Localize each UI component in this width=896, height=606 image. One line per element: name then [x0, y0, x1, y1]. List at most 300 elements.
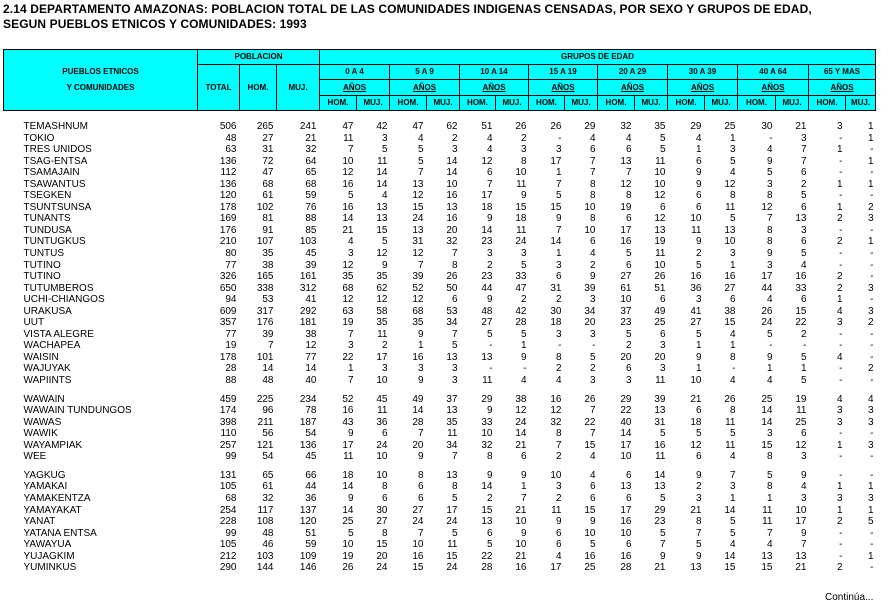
table-cell: 4 — [800, 259, 807, 271]
table-cell: 14 — [305, 363, 317, 375]
table-cell: 2 — [695, 248, 702, 260]
table-cell: 21 — [690, 504, 702, 516]
table-cell: - — [592, 340, 596, 352]
table-cell: 10 — [620, 294, 632, 306]
table-cell: 4 — [417, 132, 424, 144]
table-cell: 15 — [724, 317, 736, 329]
table-cell: 12 — [342, 294, 354, 306]
community-name: WEE — [23, 451, 47, 463]
table-cell: 45 — [376, 393, 388, 405]
table-cell: - — [769, 132, 773, 144]
table-cell: 5 — [766, 167, 773, 179]
table-cell: 37 — [620, 305, 632, 317]
table-cell: 2 — [695, 481, 702, 493]
table-cell: 459 — [219, 393, 237, 405]
table-cell: 131 — [219, 469, 237, 481]
table-cell: 6 — [555, 539, 562, 551]
table-cell: 35 — [412, 317, 424, 329]
table-cell: 5 — [486, 328, 493, 340]
table-cell: 10 — [584, 201, 596, 213]
table-cell: - — [870, 469, 874, 481]
table-cell: 51 — [654, 282, 666, 294]
table-cell: 32 — [550, 416, 562, 428]
table-cell: 5 — [695, 428, 702, 440]
report-title — [3, 2, 812, 32]
table-cell: 65 — [305, 167, 317, 179]
table-cell: 13 — [412, 224, 424, 236]
table-cell: 19 — [225, 340, 237, 352]
header-age-2: 10 A 14 — [460, 65, 529, 80]
table-cell: 28 — [225, 363, 237, 375]
table-cell: 4 — [695, 132, 702, 144]
table-cell: 39 — [262, 328, 274, 340]
table-cell: 40 — [620, 416, 632, 428]
table-cell: 48 — [225, 132, 237, 144]
table-cell: - — [839, 259, 843, 271]
table-cell: 43 — [342, 416, 354, 428]
table-cell: 5 — [417, 144, 424, 156]
table-cell: 26 — [515, 121, 527, 132]
table-cell: 18 — [550, 317, 562, 329]
table-cell: - — [870, 271, 874, 283]
table-cell: 7 — [417, 428, 424, 440]
community-name: WAYAMPIAK — [23, 439, 83, 451]
table-cell: 5 — [417, 155, 424, 167]
table-cell: 1 — [836, 294, 843, 306]
table-cell: 1 — [867, 236, 874, 248]
table-cell: 8 — [381, 527, 388, 539]
table-cell: 117 — [257, 504, 274, 516]
table-cell: 2 — [381, 340, 388, 352]
table-cell: 3 — [836, 405, 843, 417]
table-cell: 1 — [836, 144, 843, 156]
table-cell: 8 — [729, 351, 736, 363]
table-cell: 16 — [342, 178, 354, 190]
table-cell: 3 — [867, 305, 874, 317]
table-cell: 2 — [836, 213, 843, 225]
table-cell: 1 — [836, 439, 843, 451]
table-cell: 68 — [305, 178, 317, 190]
table-cell: - — [489, 340, 493, 352]
header-age-1-hom: HOM. — [390, 96, 427, 111]
community-name: TUNDUSA — [23, 224, 72, 236]
table-cell: 47 — [342, 121, 354, 132]
table-row — [4, 179, 876, 191]
community-name: YATANA ENTSA — [23, 527, 97, 539]
table-cell: - — [870, 167, 874, 179]
table-row — [4, 394, 876, 406]
community-name: WACHAPEA — [23, 340, 81, 352]
table-cell: 7 — [417, 259, 424, 271]
table-cell: 8 — [555, 428, 562, 440]
table-cell: 6 — [589, 144, 596, 156]
table-cell: - — [558, 340, 562, 352]
table-cell: 5 — [695, 328, 702, 340]
table-cell: 4 — [867, 393, 874, 405]
table-cell: 77 — [305, 351, 317, 363]
table-cell: 27 — [690, 317, 702, 329]
table-cell: 178 — [219, 351, 237, 363]
table-cell: 4 — [625, 132, 632, 144]
table-cell: 9 — [417, 451, 424, 463]
table-cell: 63 — [342, 305, 354, 317]
table-row — [4, 493, 876, 505]
table-cell: 5 — [659, 492, 666, 504]
table-cell: 16 — [584, 550, 596, 562]
table-cell: 1 — [836, 201, 843, 213]
table-cell: 47 — [412, 121, 424, 132]
table-cell: 72 — [262, 155, 274, 167]
table-cell: 9 — [695, 469, 702, 481]
table-cell: 7 — [555, 224, 562, 236]
community-name: TUTINO — [23, 259, 61, 271]
table-cell: 6 — [589, 492, 596, 504]
table-cell: 10 — [690, 213, 702, 225]
table-cell: 40 — [305, 375, 317, 387]
table-cell: 3 — [800, 492, 807, 504]
table-row — [4, 505, 876, 517]
table-cell: 16 — [654, 439, 666, 451]
header-age-7-hom: HOM. — [809, 96, 846, 111]
table-cell: 13 — [620, 155, 632, 167]
table-cell: 1 — [729, 340, 736, 352]
table-cell: 181 — [299, 317, 317, 329]
table-cell: 20 — [620, 351, 632, 363]
table-cell: 27 — [724, 282, 736, 294]
table-cell: 14 — [761, 405, 773, 417]
table-cell: - — [870, 144, 874, 156]
table-cell: 17 — [795, 516, 807, 528]
table-cell: 68 — [342, 282, 354, 294]
table-row — [4, 481, 876, 493]
table-cell: 31 — [550, 282, 562, 294]
community-name: WAWIK — [23, 428, 58, 440]
table-cell: 1 — [836, 504, 843, 516]
table-cell: 136 — [299, 439, 317, 451]
table-cell: 5 — [589, 539, 596, 551]
table-cell: 3 — [589, 328, 596, 340]
table-cell: 108 — [256, 516, 274, 528]
table-cell: 3 — [836, 317, 843, 329]
table-cell: 21 — [305, 132, 317, 144]
table-cell: 8 — [625, 190, 632, 202]
table-row — [4, 225, 876, 237]
table-cell: 13 — [446, 469, 458, 481]
table-cell: 7 — [451, 328, 458, 340]
table-cell: 94 — [225, 294, 237, 306]
table-cell: 5 — [659, 144, 666, 156]
table-cell: 29 — [584, 121, 596, 132]
table-cell: 8 — [766, 190, 773, 202]
table-cell: 6 — [625, 144, 632, 156]
table-cell: 6 — [486, 527, 493, 539]
header-age-4-muj: MUJ. — [635, 96, 668, 111]
table-cell: 136 — [219, 178, 237, 190]
table-cell: 506 — [219, 121, 237, 132]
table-cell: 6 — [625, 259, 632, 271]
table-cell: 1 — [800, 363, 807, 375]
table-cell: 28 — [481, 562, 493, 574]
table-cell: 212 — [219, 550, 237, 562]
table-cell: 169 — [219, 213, 237, 225]
table-cell: 9 — [695, 236, 702, 248]
table-cell: 19 — [342, 550, 354, 562]
table-cell: 4 — [555, 375, 562, 387]
header-age-0: 0 A 4 — [320, 65, 390, 80]
table-cell: 2 — [836, 271, 843, 283]
table-cell: 7 — [417, 527, 424, 539]
table-cell: 8 — [766, 481, 773, 493]
continua-label: Continúa... — [825, 592, 874, 603]
table-cell: 21 — [515, 504, 527, 516]
table-cell: 8 — [695, 516, 702, 528]
table-cell: 5 — [451, 527, 458, 539]
table-cell: 59 — [305, 190, 317, 202]
table-cell: 12 — [761, 201, 773, 213]
table-cell: 42 — [376, 121, 388, 132]
table-cell: 3 — [555, 328, 562, 340]
table-cell: 11 — [516, 178, 527, 190]
table-cell: 35 — [446, 416, 458, 428]
table-cell: 4 — [766, 539, 773, 551]
table-cell: 16 — [550, 393, 562, 405]
header-age-3: 15 A 19 — [529, 65, 598, 80]
table-cell: 6 — [659, 328, 666, 340]
table-cell: 9 — [520, 190, 527, 202]
table-cell: 7 — [347, 328, 354, 340]
table-cell: 1 — [555, 167, 562, 179]
table-cell: 6 — [800, 236, 807, 248]
table-cell: - — [523, 363, 527, 375]
table-cell: 30 — [550, 305, 562, 317]
table-cell: 35 — [654, 121, 666, 132]
table-cell: - — [870, 294, 874, 306]
table-cell: 33 — [481, 416, 493, 428]
table-cell: 4 — [486, 144, 493, 156]
table-cell: 85 — [305, 224, 317, 236]
table-cell: 16 — [446, 213, 458, 225]
table-cell: 17 — [446, 504, 458, 516]
table-cell: 37 — [446, 393, 458, 405]
table-cell: 12 — [550, 405, 562, 417]
table-cell: 103 — [299, 236, 317, 248]
table-cell: 3 — [555, 481, 562, 493]
table-cell: 22 — [342, 351, 354, 363]
table-cell: 12 — [342, 259, 354, 271]
table-cell: 16 — [620, 550, 632, 562]
table-cell: 3 — [766, 428, 773, 440]
table-cell: 65 — [262, 469, 274, 481]
table-cell: 228 — [219, 516, 237, 528]
table-cell: 6 — [625, 213, 632, 225]
table-cell: 9 — [520, 527, 527, 539]
table-cell: 20 — [412, 439, 424, 451]
table-cell: 27 — [412, 504, 424, 516]
table-cell: 101 — [256, 351, 274, 363]
table-cell: 46 — [262, 539, 274, 551]
header-age-5: 30 A 39 — [668, 65, 738, 80]
table-cell: 7 — [267, 340, 274, 352]
table-cell: 5 — [520, 259, 527, 271]
table-cell: 112 — [220, 167, 237, 179]
table-cell: 15 — [584, 504, 596, 516]
table-cell: 7 — [589, 167, 596, 179]
table-cell: 10 — [515, 516, 527, 528]
table-cell: 3 — [836, 492, 843, 504]
table-cell: 3 — [766, 259, 773, 271]
table-cell: 12 — [690, 439, 702, 451]
table-cell: 8 — [381, 481, 388, 493]
table-cell: 234 — [299, 393, 317, 405]
table-cell: 12 — [724, 178, 736, 190]
table-cell: 14 — [446, 167, 458, 179]
table-cell: 10 — [376, 375, 388, 387]
table-cell: 4 — [729, 539, 736, 551]
table-cell: 3 — [867, 492, 874, 504]
table-cell: 16 — [795, 271, 807, 283]
table-cell: 14 — [376, 167, 388, 179]
table-cell: - — [839, 224, 843, 236]
community-name: WAWAS — [23, 416, 62, 428]
table-cell: 24 — [761, 317, 773, 329]
table-cell: 15 — [795, 305, 807, 317]
table-cell: 16 — [342, 405, 354, 417]
table-row — [4, 375, 876, 387]
table-cell: 26 — [342, 562, 354, 574]
table-cell: 3 — [729, 144, 736, 156]
table-cell: 3 — [589, 375, 596, 387]
table-cell: 13 — [412, 178, 424, 190]
table-cell: 44 — [481, 282, 493, 294]
table-cell: 1 — [867, 481, 874, 493]
table-cell: 68 — [225, 492, 237, 504]
table-cell: 15 — [376, 224, 388, 236]
table-cell: 13 — [795, 550, 807, 562]
table-cell: 1 — [867, 121, 874, 132]
table-cell: 25 — [761, 393, 773, 405]
table-cell: 11 — [447, 428, 458, 440]
table-cell: 24 — [412, 213, 424, 225]
table-cell: 1 — [729, 259, 736, 271]
table-cell: 4 — [766, 144, 773, 156]
community-name: WAJUYAK — [23, 363, 71, 375]
table-cell: 3 — [659, 340, 666, 352]
header-age-2-muj: MUJ. — [496, 96, 529, 111]
table-cell: 10 — [584, 224, 596, 236]
table-cell: 41 — [305, 294, 317, 306]
table-cell: 3 — [520, 248, 527, 260]
table-cell: 120 — [219, 190, 237, 202]
table-cell: 1 — [867, 155, 874, 167]
table-cell: 17 — [376, 351, 388, 363]
table-cell: 63 — [225, 144, 237, 156]
table-cell: 5 — [659, 428, 666, 440]
table-cell: - — [839, 340, 843, 352]
table-cell: 2 — [555, 492, 562, 504]
table-cell: 14 — [724, 550, 736, 562]
table-cell: 2 — [589, 363, 596, 375]
table-cell: 15 — [481, 504, 493, 516]
table-cell: 13 — [654, 224, 666, 236]
table-cell: 8 — [766, 224, 773, 236]
table-cell: 10 — [446, 178, 458, 190]
table-cell: 3 — [800, 132, 807, 144]
table-cell: 21 — [690, 393, 702, 405]
table-cell: 13 — [795, 213, 807, 225]
table-cell: 44 — [761, 282, 773, 294]
table-row — [4, 133, 876, 145]
table-cell: 56 — [262, 428, 274, 440]
table-cell: 9 — [555, 213, 562, 225]
table-cell: 5 — [486, 539, 493, 551]
table-cell: 47 — [262, 167, 274, 179]
table-cell: 2 — [451, 132, 458, 144]
table-cell: 5 — [520, 328, 527, 340]
community-name: TSAWANTUS — [23, 178, 86, 190]
table-cell: 24 — [515, 416, 527, 428]
table-cell: 12 — [376, 248, 388, 260]
table-row — [4, 294, 876, 306]
table-cell: 609 — [219, 305, 237, 317]
table-cell: 32 — [620, 121, 632, 132]
table-cell: 16 — [446, 190, 458, 202]
table-cell: 7 — [555, 178, 562, 190]
table-cell: 398 — [219, 416, 237, 428]
table-cell: 2 — [520, 132, 527, 144]
table-cell: 14 — [262, 363, 274, 375]
table-cell: 62 — [446, 121, 458, 132]
table-cell: 10 — [724, 236, 736, 248]
table-cell: 9 — [347, 492, 354, 504]
table-cell: 7 — [800, 539, 807, 551]
table-cell: 12 — [654, 213, 666, 225]
table-cell: 10 — [654, 178, 666, 190]
table-cell: 9 — [486, 469, 493, 481]
table-cell: 176 — [256, 317, 274, 329]
table-cell: 17 — [620, 504, 632, 516]
table-cell: 1 — [417, 340, 424, 352]
table-cell: 2 — [836, 562, 843, 574]
table-cell: 4 — [729, 328, 736, 340]
table-cell: 42 — [515, 305, 527, 317]
table-cell: 26 — [550, 121, 562, 132]
header-age-7-muj: MUJ. — [846, 96, 876, 111]
table-cell: 11 — [725, 416, 736, 428]
table-cell: 6 — [800, 294, 807, 306]
table-cell: 2 — [800, 328, 807, 340]
table-cell: 11 — [377, 405, 388, 417]
table-cell: 48 — [481, 305, 493, 317]
table-cell: - — [732, 363, 736, 375]
table-cell: 14 — [550, 236, 562, 248]
table-cell: 6 — [729, 294, 736, 306]
table-cell: 9 — [486, 294, 493, 306]
table-cell: 10 — [620, 527, 632, 539]
table-cell: 12 — [342, 167, 354, 179]
table-cell: 31 — [412, 236, 424, 248]
table-cell: 32 — [262, 492, 274, 504]
table-cell: 3 — [381, 363, 388, 375]
table-cell: 14 — [654, 469, 666, 481]
header-age-1-anos: AÑOS — [390, 80, 460, 96]
community-name: VISTA ALEGRE — [23, 328, 94, 340]
table-cell: 6 — [625, 539, 632, 551]
table-cell: 27 — [481, 317, 493, 329]
community-name: YAWAYUA — [23, 539, 72, 551]
table-cell: 20 — [376, 550, 388, 562]
table-cell: 13 — [620, 481, 632, 493]
table-cell: 35 — [376, 271, 388, 283]
